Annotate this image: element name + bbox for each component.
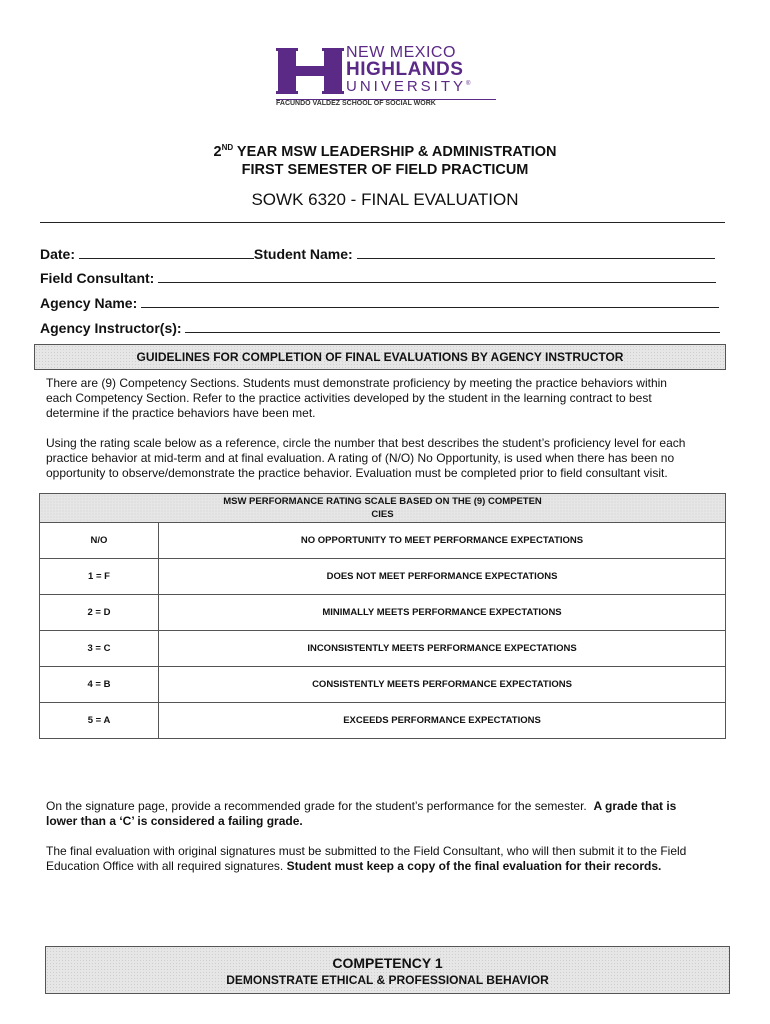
guidelines-paragraph-1 <box>46 376 726 421</box>
student-name-field[interactable] <box>357 246 715 259</box>
title-year-suffix: ND <box>221 143 234 152</box>
agency-row <box>40 295 720 311</box>
title-line-1 <box>0 143 770 160</box>
submission-note-bold: Student must keep a copy of the final evaluation for their records. <box>286 859 662 873</box>
table-row <box>40 631 726 667</box>
guidelines-p2-line3: opportunity to observe/demonstrate the practice behavior. Evaluation must be completed prior to field consultant visit. <box>46 466 668 480</box>
rating-code: 3 = C <box>40 631 159 667</box>
agency-name-label: Agency Name: <box>40 295 138 311</box>
date-field[interactable] <box>79 246 254 259</box>
grade-note-bold-1: A grade that is <box>593 799 677 813</box>
title-divider <box>40 222 725 223</box>
rating-description: NO OPPORTUNITY TO MEET PERFORMANCE EXPECTATIONS <box>159 523 726 559</box>
student-name-label: Student Name: <box>253 246 353 262</box>
university-logo <box>276 44 496 112</box>
grade-note <box>46 799 726 829</box>
grade-note-line1 <box>46 799 726 814</box>
logo-university-text: UNIVERSITY <box>346 78 467 95</box>
rating-code: N/O <box>40 523 159 559</box>
guidelines-paragraph-2 <box>46 436 726 481</box>
instructor-row <box>40 320 720 336</box>
page-title: SOWK 6320 - FINAL EVALUATION <box>251 190 519 209</box>
agency-instructor-label: Agency Instructor(s): <box>40 320 182 336</box>
logo-new-mexico: NEW MEXICO <box>346 44 456 61</box>
guidelines-p1-line2: each Competency Section. Refer to the practice activities developed by the student in the learning contract to best <box>46 391 652 405</box>
guidelines-p2-line1: Using the rating scale below as a reference, circle the number that best describes the student’s proficiency level for each <box>46 436 686 450</box>
rating-description: INCONSISTENTLY MEETS PERFORMANCE EXPECTATIONS <box>159 631 726 667</box>
field-consultant-field[interactable] <box>158 270 716 283</box>
grade-note-text: On the signature page, provide a recommended grade for the student’s performance for the semester. <box>46 799 587 813</box>
date-label: Date: <box>40 246 76 262</box>
agency-name-field[interactable] <box>141 295 719 308</box>
submission-note-line1: The final evaluation with original signatures must be submitted to the Field Consultant, who will then submit it to the Field <box>46 844 687 858</box>
rating-description: EXCEEDS PERFORMANCE EXPECTATIONS <box>159 703 726 739</box>
rating-scale-heading-line1: MSW PERFORMANCE RATING SCALE BASED ON THE (9) COMPETEN <box>223 496 542 507</box>
consultant-row <box>40 270 720 286</box>
guidelines-p2-line2: practice behavior at mid-term and at final evaluation. A rating of (N/O) No Opportunity, is used when there has been no <box>46 451 675 465</box>
rating-scale-heading-line2: CIES <box>371 509 394 520</box>
field-consultant-label: Field Consultant: <box>40 270 155 286</box>
competency-subtitle: DEMONSTRATE ETHICAL & PROFESSIONAL BEHAVIOR <box>226 973 549 987</box>
rating-code: 4 = B <box>40 667 159 703</box>
submission-note-line2 <box>46 859 726 874</box>
logo-school-name: FACUNDO VALDEZ SCHOOL OF SOCIAL WORK <box>276 100 436 107</box>
submission-note <box>46 844 726 874</box>
title-program: YEAR MSW LEADERSHIP & ADMINISTRATION <box>233 143 557 160</box>
rating-description: DOES NOT MEET PERFORMANCE EXPECTATIONS <box>159 559 726 595</box>
table-row <box>40 523 726 559</box>
table-row <box>40 667 726 703</box>
table-row <box>40 595 726 631</box>
rating-description: CONSISTENTLY MEETS PERFORMANCE EXPECTATIONS <box>159 667 726 703</box>
logo-registered: ® <box>466 81 474 87</box>
competency-1-header <box>45 946 730 994</box>
logo-highlands: HIGHLANDS <box>346 59 464 80</box>
agency-instructor-field[interactable] <box>185 320 720 333</box>
rating-code: 1 = F <box>40 559 159 595</box>
grade-note-bold-2: lower than a ‘C’ is considered a failing grade. <box>46 814 303 828</box>
title-line-2: FIRST SEMESTER OF FIELD PRACTICUM <box>241 162 529 178</box>
guidelines-heading: GUIDELINES FOR COMPLETION OF FINAL EVALUATIONS BY AGENCY INSTRUCTOR <box>34 344 726 370</box>
rating-description: MINIMALLY MEETS PERFORMANCE EXPECTATIONS <box>159 595 726 631</box>
date-student-row <box>40 246 720 262</box>
rating-scale-heading <box>40 494 726 523</box>
title-year-number: 2 <box>213 143 222 160</box>
submission-note-text: Education Office with all required signatures. <box>46 859 284 873</box>
rating-scale-table <box>39 493 726 739</box>
h-mark-icon <box>276 48 344 94</box>
table-row <box>40 559 726 595</box>
competency-title: COMPETENCY 1 <box>332 955 443 971</box>
rating-code: 5 = A <box>40 703 159 739</box>
rating-scale-header-row <box>40 494 726 523</box>
table-row <box>40 703 726 739</box>
guidelines-p1-line3: determine if the practice behaviors have been met. <box>46 406 316 420</box>
rating-code: 2 = D <box>40 595 159 631</box>
guidelines-p1-line1: There are (9) Competency Sections. Students must demonstrate proficiency by meeting the practice behaviors within <box>46 376 667 390</box>
logo-university <box>346 78 473 95</box>
